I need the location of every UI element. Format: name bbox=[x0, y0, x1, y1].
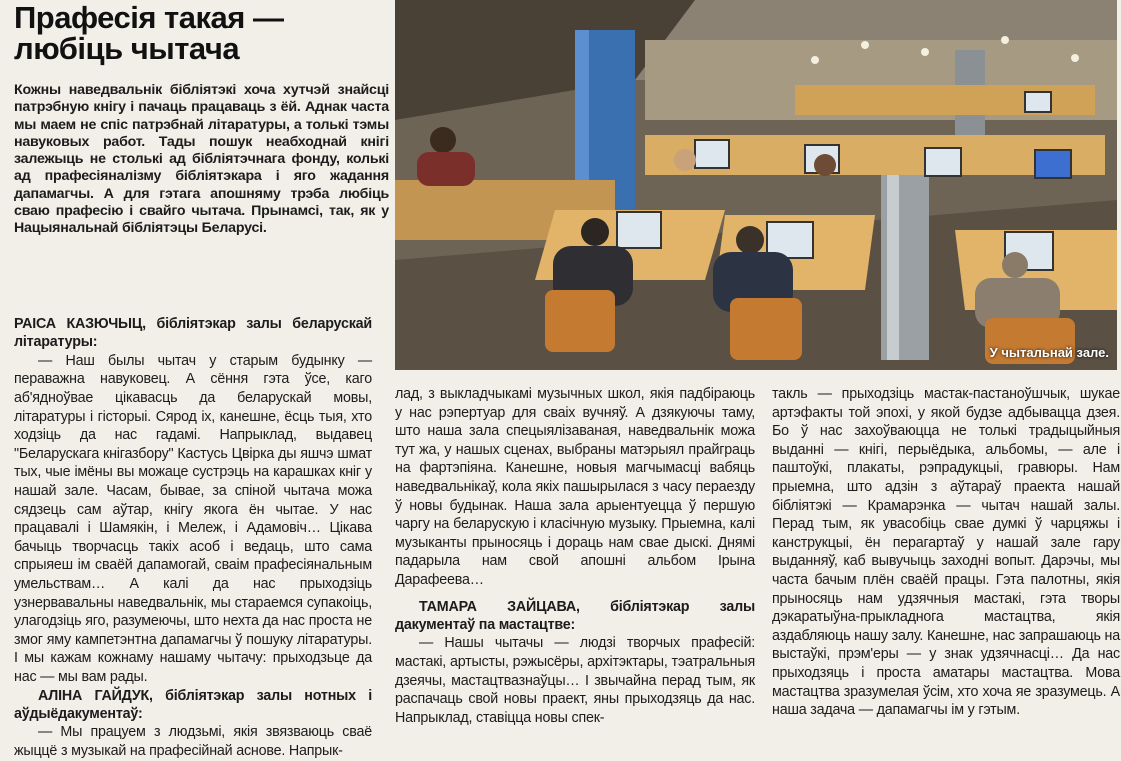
speaker-1-role: , бібліятэкар залы беларускай літаратуры: bbox=[14, 316, 372, 351]
column-2-paragraph-2: — Нашы чытачы — людзі творчых прафесій: мастакі, артысты, рэжысёры, архітэктары, тэатральныя дзеячы, мастацтвазнаўцы… І звычайна перад тым, як распачаць свой новы праект, яны прыходзяць да нас. Напрыклад, ставіцца новы спек- bbox=[395, 635, 755, 726]
article-title-line-2: любіць чытача bbox=[14, 31, 240, 66]
article-lead bbox=[14, 82, 389, 238]
column-1-paragraph-1: — Наш былы чытач у старым будынку — пераважна навуковец. А сёння гэта ўсе, каго аб'ядноўвае цікавасць да беларускай мовы, літаратуры і гісторыі. Сярод іх, канешне, ёсць тыя, хто ходзіць да нас гадамі. Напрыклад, выдавец "Беларускага кнігазбору" Кастусь Цвірка ды яшчэ шмат тых, чые імёны вы можаце сустрэць на карашках кніг у нашай зале. Часам, бывае, за спіной чытача можа сядзець сам аўтар, кнігу якога ён чытае. У нас працавалі і Шамякін, і Мележ, і Адамовіч… Цікава бачыць творчасць такіх асоб і ведаць, што сама спрыяеш ім сваёй дапамогай, сваім прафесіянальным умельствам… А калі да нас прыходзіць узнервавальны наведвальнік, мы стараемся супакоіць, улагодзіць яго, разумеючы, што нехта да нас проста не змог яму кампетэнтна дапамагчы ў пошуку літаратуры. І мы кажам кожнаму нашаму чытачу: прыходзьце да нас — мы вам рады. bbox=[14, 352, 372, 685]
speaker-2-name: АЛІНА ГАЙДУК bbox=[38, 687, 150, 704]
speaker-2-role: , бібліятэкар залы нотных і аўдыёдакументаў: bbox=[14, 687, 372, 722]
speaker-2-intro bbox=[14, 687, 372, 724]
speaker-1-intro bbox=[14, 315, 372, 352]
speaker-3-name: ТАМАРА ЗАЙЦАВА bbox=[419, 598, 576, 615]
column-3 bbox=[772, 385, 1120, 720]
speaker-3-intro bbox=[395, 598, 755, 635]
photo-caption: У чытальнай зале. bbox=[989, 345, 1109, 360]
column-2 bbox=[395, 385, 755, 727]
reading-room-illustration bbox=[395, 0, 1117, 370]
column-3-paragraph-1: такль — прыходзіць мастак-пастаноўшчык, шукае артэфакты той эпохі, у якой будзе адбывацца дзея. Бо ў нас захоўваюцца не толькі традыцыйныя выданні — кнігі, перыёдыка, альбомы, — але і паштоўкі, плакаты, рэпрадукцыі, гравюры. Нам прыемна, што адзін з аўтараў праекта нашай бібліятэкі — Крамарэнка — чытач нашай залы. Перад тым, як увасобіць свае думкі ў чарцяжы і канструкцыі, ён перагартаў у нашай зале гару выданняў, каб вывучыць заходні вопыт. Дарэчы, мы часта бачым плён сваёй працы. Гэта палотны, якія прыносяць нам удзячныя мастакі, гэта творы дэкаратыўна-прыкладнога мастацтва, якія аздабляюць нашу залу. Канешне, нас запрашаюць на выстаўкі, прэм'еры — у знак удзячнасці… Да нас прыходзяць і проста аматары мастацтва. Мова мастацтва зразумелая ўсім, хто хоча яе зразумець. А наша задача — дапамагчы ім у гэтым. bbox=[772, 386, 1120, 719]
lead-text: Кожны наведвальнік бібліятэкі хоча хутчэй знайсці патрэбную кнігу і пачаць працаваць з ёй. Аднак часта мы маем не спіс патрэбнай літаратуры, а толькі тэмы навуковых работ. Тады пошук неабходнай кнігі залежыць не столькі ад бібліятэчнага фонду, колькі ад прафесіяналізму бібліятэкара і яго жадання дапамагчы. А для гэтага апошняму трэба любіць сваю прафесію і свайго чытача. Прынамсі, так, як у Нацыянальнай бібліятэцы Беларусі. bbox=[14, 82, 389, 237]
reading-room-photo bbox=[395, 0, 1117, 370]
column-2-paragraph-1: лад, з выкладчыкамі музычных школ, якія падбіраюць у нас рэпертуар для сваіх вучняў. А дзякуючы таму, што наша зала спецыялізаваная, наведвальнік можа тут жа, у нашых сценах, выбраны матэрыял прайграць на фартэпіяна. Канешне, новыя магчымасці вабяць наведвальнікаў, кола якіх пашырылася з часу пераезду ў новы будынак. Наша зала арыентуецца ў першую чаргу на беларускую і класічную музыку. Прыемна, калі музыканты прыносяць і дораць нам свае дыскі. Днямі падарыла нам свой апошні альбом Ірына Дарафеева… bbox=[395, 386, 755, 588]
column-1-paragraph-2: — Мы працуем з людзьмі, якія звязваюць сваё жыццё з музыкай на прафесійнай аснове. Напрык- bbox=[14, 724, 372, 759]
speaker-3-role: , бібліятэкар залы дакументаў па мастацтве: bbox=[395, 598, 756, 633]
speaker-1-name: РАІСА КАЗЮЧЫЦ bbox=[14, 316, 143, 332]
article-title bbox=[14, 2, 389, 64]
article-title-line-1: Прафесія такая — bbox=[14, 0, 284, 35]
column-1 bbox=[14, 315, 372, 761]
